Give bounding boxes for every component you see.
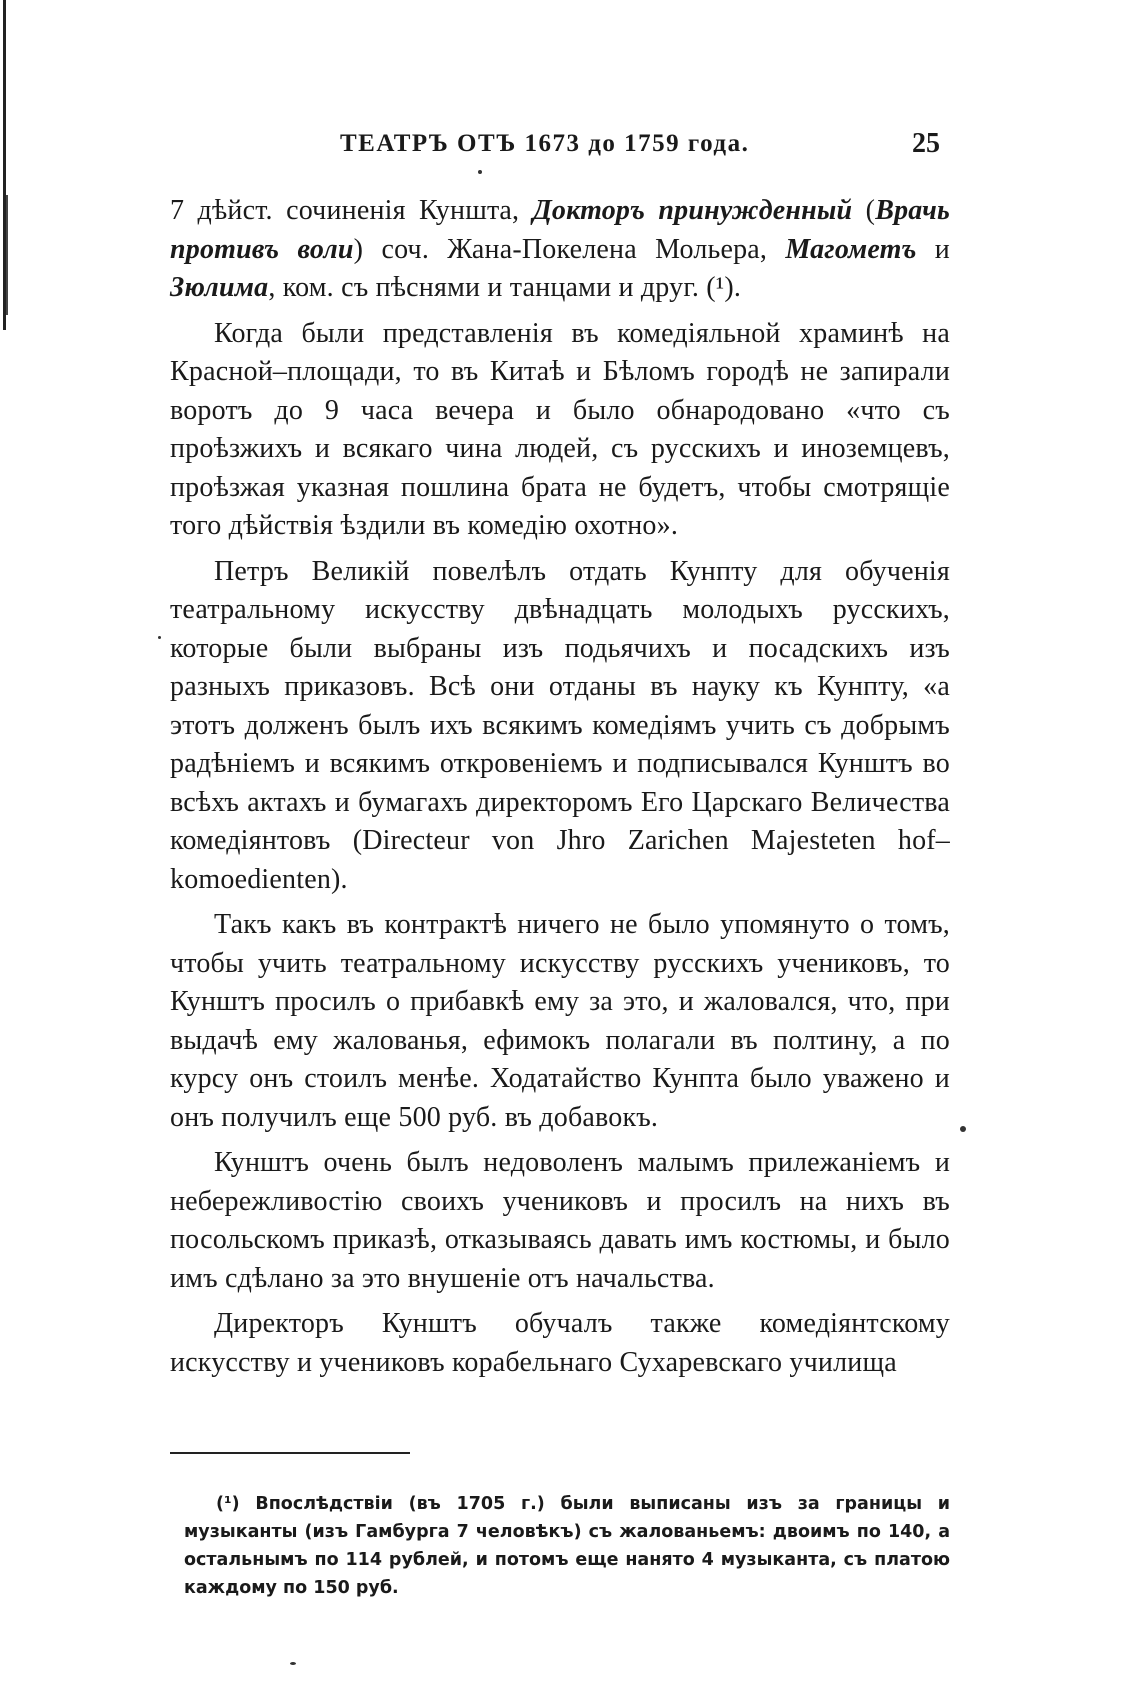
- italic-title: Докторъ принужденный: [532, 195, 853, 226]
- body-text: [170, 192, 950, 1382]
- text-run: 7 дѣйст. сочиненія Кунштa,: [170, 195, 533, 226]
- scan-edge-mark: [6, 195, 8, 315]
- scan-speck: [158, 636, 161, 639]
- footnote-rule: [170, 1452, 410, 1454]
- italic-title: Зюлима: [170, 272, 269, 303]
- paragraph: Кунштъ очень былъ недоволенъ малымъ прилежаніемъ и небережливостію своихъ учениковъ и просилъ на нихъ въ посольскомъ приказѣ, отказываясь давать имъ костюмы, и было имъ сдѣлано за это внушеніе отъ начальства.: [170, 1147, 950, 1294]
- italic-title: Врачь противъ воли: [170, 195, 950, 265]
- scan-speck: [290, 1662, 296, 1665]
- text-run: , ком. съ пѣснями и танцами и друг. (¹).: [268, 272, 742, 303]
- book-page: [170, 128, 950, 1602]
- scan-speck: [960, 1126, 966, 1132]
- paragraph: Петръ Великій повелѣлъ отдать Кунпту для обученія театральному искусству двѣнадцать молодыхъ русскихъ, которые были выбраны изъ подьячихъ и посадскихъ изъ разныхъ приказовъ. Всѣ они отданы въ науку къ Кунпту, «а этотъ долженъ былъ ихъ всякимъ комедіямъ учить съ добрымъ радѣніемъ и всякимъ откровеніемъ и подписывался Кунштъ во всѣхъ актахъ и бумагахъ директоромъ Его Царскаго Величества комедіянтовъ (Directeur von Jhro Zarichen Majesteten hof–komoedienten).: [170, 555, 950, 895]
- text-run: и: [916, 233, 950, 265]
- paragraph: Директоръ Кунштъ обучалъ также комедіянтскому искусству и учениковъ корабельнаго Сухаревскаго училища: [170, 1308, 950, 1378]
- text-run: ) соч. Жана-Покелена Мольера,: [353, 233, 786, 265]
- paragraph: Когда были представленія въ комедіяльной храминѣ на Красной–площади, то въ Китаѣ и Бѣломъ городѣ не запирали воротъ до 9 часа вечера и было обнародовано «что съ проѣзжихъ и всякаго чина людей, съ русскихъ и иноземцевъ, проѣзжая указная пошлина брата не будетъ, чтобы смотрящіе того дѣйствія ѣздили въ комедію охотно».: [170, 317, 950, 541]
- text-run: (: [852, 195, 876, 226]
- paragraph-continuation: [170, 192, 950, 308]
- page-number: 25: [912, 128, 940, 159]
- scan-speck: [478, 170, 482, 174]
- italic-title: Магометъ: [785, 233, 917, 265]
- running-head: [170, 128, 950, 168]
- footnote: (¹) Впослѣдствіи (въ 1705 г.) были выписаны изъ за границы и музыканты (изъ Гамбурга 7 человѣкъ) съ жалованьемъ: двоимъ по 140, а остальнымъ по 114 рублей, и потомъ еще нанято 4 музыканта, съ платою каждому по 150 руб.: [184, 1494, 950, 1598]
- paragraph: Такъ какъ въ контрактѣ ничего не было упомянуто о томъ, чтобы учить театральному искусству русскихъ учениковъ, то Кунштъ просилъ о прибавкѣ ему за это, и жаловался, что, при выдачѣ ему жалованья, ефимокъ полагали въ полтину, а по курсу онъ стоилъ менѣе. Ходатайство Кунпта было уважено и онъ получилъ еще 500 руб. въ добавокъ.: [170, 909, 950, 1133]
- running-title: ТЕАТРЪ ОТЪ 1673 до 1759 года.: [340, 130, 750, 157]
